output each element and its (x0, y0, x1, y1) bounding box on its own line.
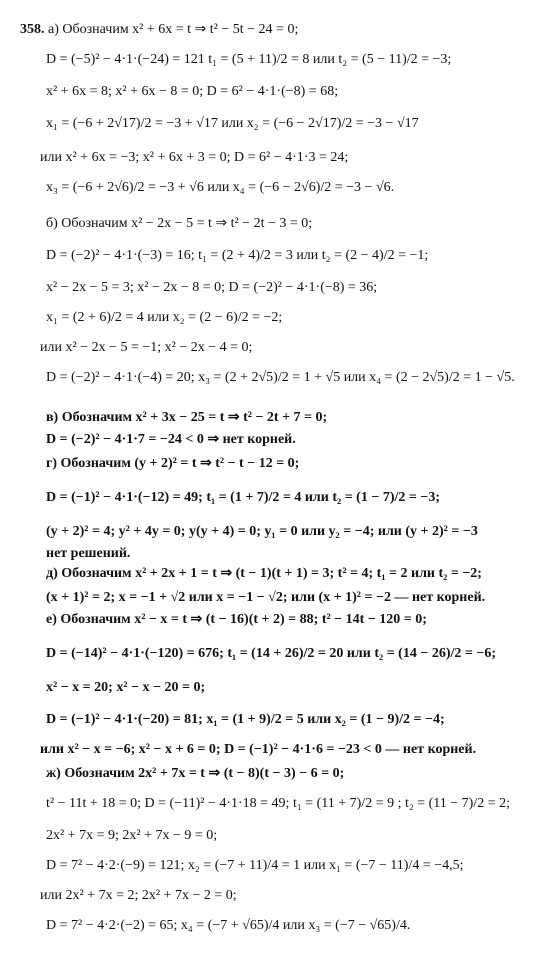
part-g-line-4: нет решений. (46, 546, 131, 561)
part-b-line-1: б) Обозначим x² − 2x − 5 = t ⇒ t² − 2t − 3 = 0; (46, 216, 313, 231)
part-d-line-1: д) Обозначим x² + 2x + 1 = t ⇒ (t − 1)(t + 1) = 3; t² = 4; t₁ = 2 или t₂ = −2; (46, 566, 482, 581)
part-b-line-5: или x² − 2x − 5 = −1; x² − 2x − 4 = 0; (40, 340, 253, 355)
part-v-line-2: D = (−2)² − 4·1·7 = −24 < 0 ⇒ нет корней. (46, 432, 296, 447)
part-e-line-5: или x² − x = −6; x² − x + 6 = 0; D = (−1)² − 4·1·6 = −23 < 0 — нет корней. (40, 742, 477, 757)
part-a-line-1: а) Обозначим x² + 6x = t ⇒ t² − 5t − 24 = 0; (48, 22, 299, 37)
part-a-line-2: D = (−5)² − 4·1·(−24) = 121 t₁ = (5 + 11)/2 = 8 или t₂ = (5 − 11)/2 = −3; (46, 52, 452, 67)
part-d-line-2: (x + 1)² = 2; x = −1 + √2 или x = −1 − √2; или (x + 1)² = −2 — нет корней. (46, 590, 486, 605)
problem-header (20, 22, 298, 38)
part-g-line-2: D = (−1)² − 4·1·(−12) = 49; t₁ = (1 + 7)/2 = 4 или t₂ = (1 − 7)/2 = −3; (46, 490, 440, 505)
part-b-line-4: x₁ = (2 + 6)/2 = 4 или x₂ = (2 − 6)/2 = −2; (46, 310, 283, 325)
problem-number: 358. (20, 22, 45, 37)
part-a-line-6: x₃ = (−6 + 2√6)/2 = −3 + √6 или x₄ = (−6 − 2√6)/2 = −3 − √6. (46, 180, 395, 195)
part-zh-line-5: или 2x² + 7x = 2; 2x² + 7x − 2 = 0; (40, 888, 237, 903)
part-g-line-1: г) Обозначим (y + 2)² = t ⇒ t² − t − 12 = 0; (46, 456, 300, 471)
part-e-line-1: е) Обозначим x² − x = t ⇒ (t − 16)(t + 2) = 88; t² − 14t − 120 = 0; (46, 612, 427, 627)
part-e-line-4: D = (−1)² − 4·1·(−20) = 81; x₁ = (1 + 9)/2 = 5 или x₂ = (1 − 9)/2 = −4; (46, 712, 445, 727)
part-b-line-6: D = (−2)² − 4·1·(−4) = 20; x₃ = (2 + 2√5)/2 = 1 + √5 или x₄ = (2 − 2√5)/2 = 1 − √5. (46, 370, 515, 385)
part-e-line-2: D = (−14)² − 4·1·(−120) = 676; t₁ = (14 + 26)/2 = 20 или t₂ = (14 − 26)/2 = −6; (46, 646, 496, 661)
part-a-line-4: x₁ = (−6 + 2√17)/2 = −3 + √17 или x₂ = (−6 − 2√17)/2 = −3 − √17 (46, 116, 419, 131)
part-zh-line-1: ж) Обозначим 2x² + 7x = t ⇒ (t − 8)(t − 3) − 6 = 0; (46, 766, 345, 781)
part-b-line-2: D = (−2)² − 4·1·(−3) = 16; t₁ = (2 + 4)/2 = 3 или t₂ = (2 − 4)/2 = −1; (46, 248, 429, 263)
part-zh-line-6: D = 7² − 4·2·(−2) = 65; x₄ = (−7 + √65)/4 или x₃ = (−7 − √65)/4. (46, 918, 411, 933)
part-b-line-3: x² − 2x − 5 = 3; x² − 2x − 8 = 0; D = (−2)² − 4·1·(−8) = 36; (46, 280, 378, 295)
part-zh-line-4: D = 7² − 4·2·(−9) = 121; x₂ = (−7 + 11)/4 = 1 или x₁ = (−7 − 11)/4 = −4,5; (46, 858, 464, 873)
part-zh-line-2: t² − 11t + 18 = 0; D = (−11)² − 4·1·18 = 49; t₁ = (11 + 7)/2 = 9 ; t₂ = (11 − 7)/2 = 2; (46, 796, 511, 811)
part-a-line-3: x² + 6x = 8; x² + 6x − 8 = 0; D = 6² − 4·1·(−8) = 68; (46, 84, 339, 99)
part-e-line-3: x² − x = 20; x² − x − 20 = 0; (46, 680, 206, 695)
part-a-line-5: или x² + 6x = −3; x² + 6x + 3 = 0; D = 6² − 4·1·3 = 24; (40, 150, 349, 165)
part-zh-line-3: 2x² + 7x = 9; 2x² + 7x − 9 = 0; (46, 828, 218, 843)
part-g-line-3: (y + 2)² = 4; y² + 4y = 0; y(y + 4) = 0; y₁ = 0 или y₂ = −4; или (y + 2)² = −3 (46, 524, 478, 539)
part-v-line-1: в) Обозначим x² + 3x − 25 = t ⇒ t² − 2t + 7 = 0; (46, 410, 328, 425)
